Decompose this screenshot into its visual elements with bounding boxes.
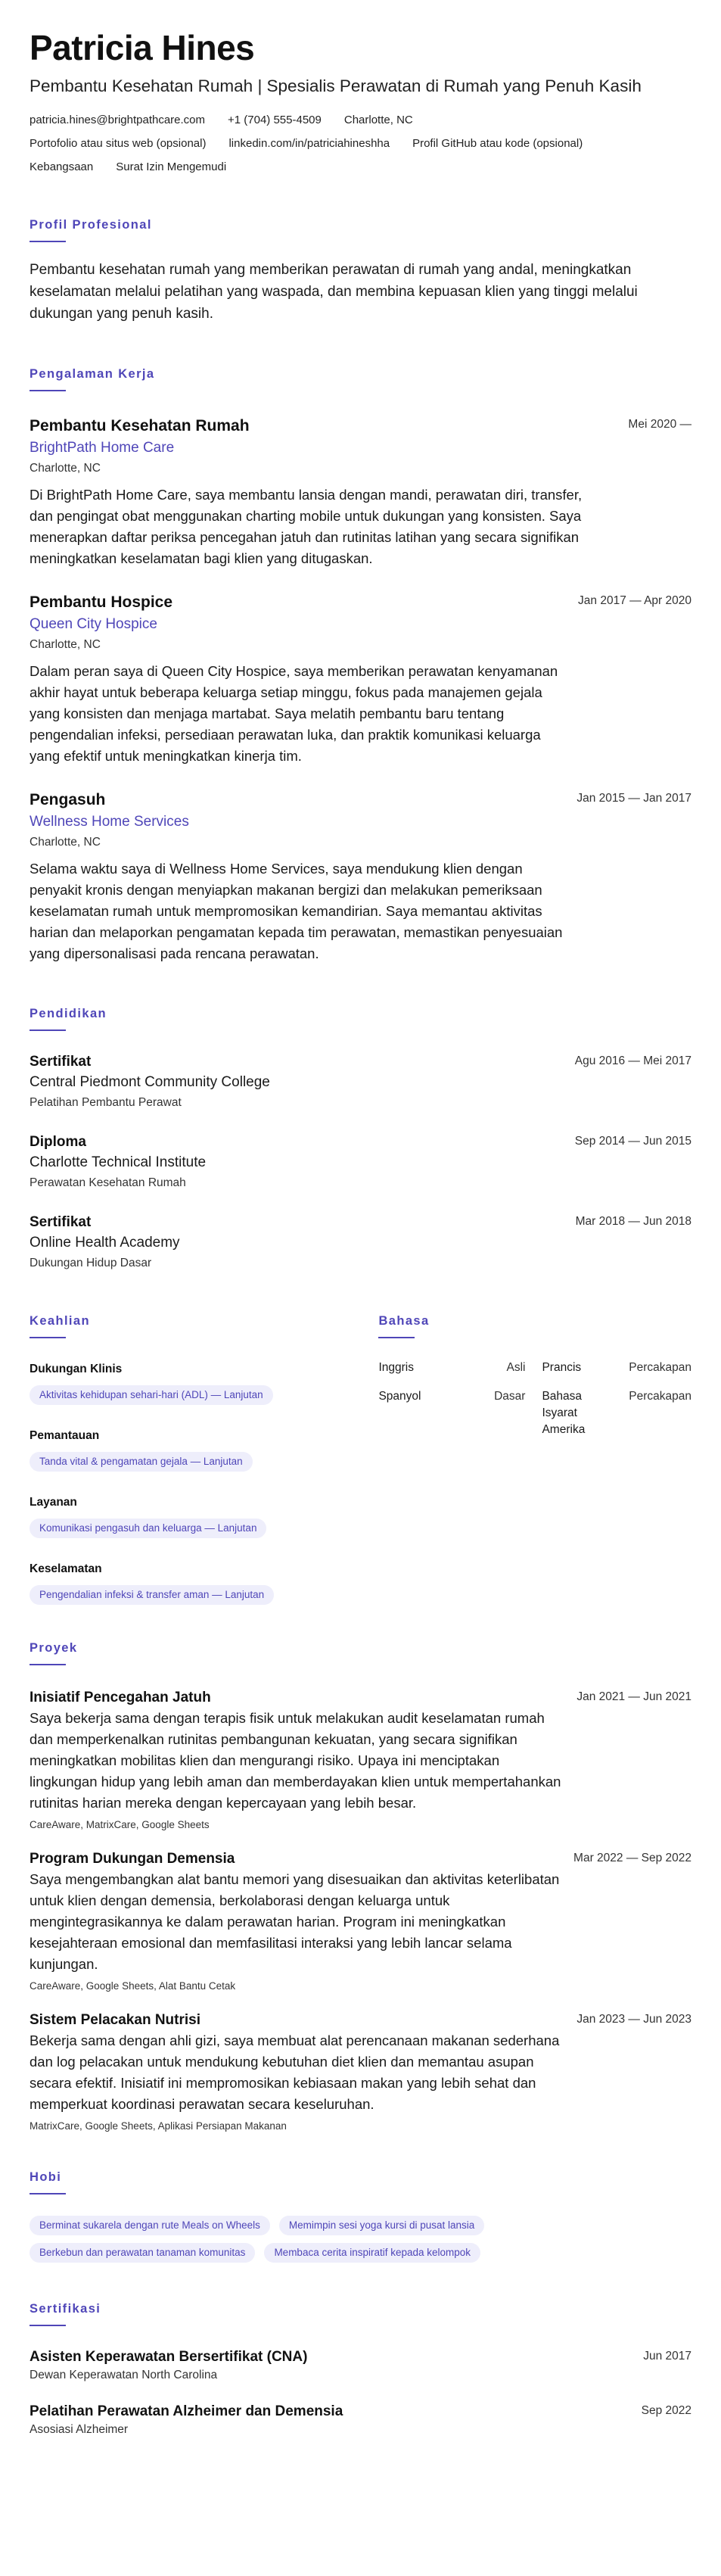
section-title: Keahlian xyxy=(30,1314,90,1328)
project-entry xyxy=(30,2011,691,2134)
section-divider xyxy=(30,390,66,391)
portfolio-link[interactable]: Portofolio atau situs web (opsional) xyxy=(30,137,207,150)
education-entry xyxy=(30,1132,691,1191)
language-level: Percakapan xyxy=(629,1361,691,1374)
certification-date: Sep 2022 xyxy=(641,2404,691,2417)
skill-tag: Komunikasi pengasuh dan keluarga — Lanjutan xyxy=(30,1519,266,1538)
experience-dates: Jan 2017 — Apr 2020 xyxy=(578,594,691,607)
skill-group-name: Dukungan Klinis xyxy=(30,1363,123,1375)
section-title: Profil Profesional xyxy=(30,218,152,232)
education-field: Perawatan Kesehatan Rumah xyxy=(30,1176,186,1189)
project-name: Sistem Pelacakan Nutrisi xyxy=(30,2012,200,2028)
project-dates: Mar 2022 — Sep 2022 xyxy=(573,1852,691,1864)
candidate-name: Patricia Hines xyxy=(30,28,255,67)
nationality-text: Kebangsaan xyxy=(30,160,94,173)
skills-section xyxy=(30,1313,378,1605)
project-tools: CareAware, Google Sheets, Alat Bantu Cetak xyxy=(30,1980,236,1992)
skills-languages-row xyxy=(30,1313,691,1605)
hobby-tag: Berkebun dan perawatan tanaman komunitas xyxy=(30,2243,255,2263)
project-description: Bekerja sama dengan ahli gizi, saya membuat alat perencanaan makanan sederhana dan log pelacakan untuk mendukung kebutuhan diet klien dan memantau asupan secara efektif. Inisiatif ini mempromosikan kebiasaan makan yang lebih sehat dan memperkuat koordinasi perawatan secara keseluruhan. xyxy=(30,2032,560,2112)
profile-section xyxy=(30,216,691,325)
skill-group xyxy=(30,1561,378,1605)
experience-section xyxy=(30,366,691,964)
project-tools: MatrixCare, Google Sheets, Aplikasi Persiapan Makanan xyxy=(30,2120,287,2132)
section-title: Proyek xyxy=(30,1641,78,1655)
language-level: Dasar xyxy=(494,1390,526,1403)
education-institution: Central Piedmont Community College xyxy=(30,1074,270,1090)
phone-text[interactable]: +1 (704) 555-4509 xyxy=(228,114,322,126)
section-divider xyxy=(30,2325,66,2326)
language-name: Bahasa Isyarat Amerika xyxy=(542,1390,586,1436)
education-entry xyxy=(30,1213,691,1272)
certification-entry xyxy=(30,2347,691,2384)
section-title: Bahasa xyxy=(378,1314,430,1328)
candidate-headline: Pembantu Kesehatan Rumah | Spesialis Perawatan di Rumah yang Penuh Kasih xyxy=(30,76,642,95)
experience-entry xyxy=(30,592,691,767)
experience-role: Pembantu Hospice xyxy=(30,593,173,611)
certification-date: Jun 2017 xyxy=(643,2350,691,2363)
education-dates: Mar 2018 — Jun 2018 xyxy=(575,1215,691,1228)
section-title: Pengalaman Kerja xyxy=(30,367,155,381)
resume-header xyxy=(30,27,691,176)
section-divider xyxy=(30,1664,66,1665)
section-title: Pendidikan xyxy=(30,1007,107,1020)
education-dates: Agu 2016 — Mei 2017 xyxy=(574,1054,691,1067)
section-divider xyxy=(30,1029,66,1031)
education-dates: Sep 2014 — Jun 2015 xyxy=(574,1135,691,1148)
projects-section xyxy=(30,1640,691,2134)
certification-name: Pelatihan Perawatan Alzheimer dan Demensia xyxy=(30,2403,343,2419)
education-field: Dukungan Hidup Dasar xyxy=(30,1257,152,1269)
education-degree: Sertifikat xyxy=(30,1054,92,1070)
education-field: Pelatihan Pembantu Perawat xyxy=(30,1096,182,1109)
certification-entry xyxy=(30,2402,691,2438)
education-institution: Online Health Academy xyxy=(30,1235,180,1251)
language-name: Inggris xyxy=(378,1361,414,1374)
skill-group-name: Layanan xyxy=(30,1496,77,1509)
project-dates: Jan 2023 — Jun 2023 xyxy=(576,2013,691,2026)
project-description: Saya mengembangkan alat bantu memori yang disesuaikan dan aktivitas keterlibatan untuk klien dengan demensia, berkolaborasi dengan keluarga untuk mengintegrasikannya ke dalam perawatan harian. Program ini meningkatkan kesejahteraan emosional dan memfasilitasi interaksi yang lebih lancar selama kunjungan. xyxy=(30,1871,560,1972)
certification-issuer: Dewan Keperawatan North Carolina xyxy=(30,2369,218,2381)
project-name: Program Dukungan Demensia xyxy=(30,1851,235,1867)
experience-role: Pengasuh xyxy=(30,791,106,808)
section-title: Sertifikasi xyxy=(30,2302,101,2316)
experience-location: Charlotte, NC xyxy=(30,836,101,849)
skill-group xyxy=(30,1361,378,1405)
languages-row xyxy=(378,1388,691,1450)
languages-table xyxy=(378,1360,691,1450)
hobby-tag: Berminat sukarela dengan rute Meals on Wheels xyxy=(30,2216,270,2235)
certification-name: Asisten Keperawatan Bersertifikat (CNA) xyxy=(30,2349,308,2365)
experience-description: Selama waktu saya di Wellness Home Services, saya mendukung klien dengan penyakit kronis dengan menyiapkan makanan bergizi dan melakukan pemeriksaan keselamatan rumah untuk mempromosikan kemandirian. Saya memantau aktivitas harian dan melaporkan pengamatan kepada tim perawatan, memastikan penyesuaian yang dipersonalisasi pada rencana perawatan. xyxy=(30,861,563,961)
experience-dates: Jan 2015 — Jan 2017 xyxy=(576,792,691,805)
section-divider xyxy=(378,1337,415,1338)
education-degree: Sertifikat xyxy=(30,1214,92,1230)
hobby-tag: Memimpin sesi yoga kursi di pusat lansia xyxy=(279,2216,484,2235)
skill-group-name: Pemantauan xyxy=(30,1429,100,1442)
language-name: Spanyol xyxy=(378,1390,421,1403)
contact-row-links xyxy=(30,135,691,152)
skill-tag: Aktivitas kehidupan sehari-hari (ADL) — Lanjutan xyxy=(30,1385,273,1405)
skill-tag: Tanda vital & pengamatan gejala — Lanjutan xyxy=(30,1452,253,1472)
skill-group xyxy=(30,1428,378,1472)
experience-description: Di BrightPath Home Care, saya membantu lansia dengan mandi, perawatan diri, transfer, dan pengingat obat menggunakan charting mobile untuk dukungan yang konsisten. Saya menerapkan daftar periksa pencegahan jatuh dan rutinitas latihan yang secara signifikan meningkatkan keselamatan bagi klien yang ditugaskan. xyxy=(30,487,583,566)
profile-summary: Pembantu kesehatan rumah yang memberikan perawatan di rumah yang andal, meningkatkan keselamatan melalui pelatihan yang waspada, dan membina kepuasan klien yang tinggi melalui dukungan yang penuh kasih. xyxy=(30,262,638,322)
hobby-tag: Membaca cerita inspiratif kepada kelompok xyxy=(264,2243,480,2263)
project-entry xyxy=(30,1688,691,1833)
linkedin-link[interactable]: linkedin.com/in/patriciahineshha xyxy=(228,137,390,150)
certifications-section xyxy=(30,2300,691,2438)
education-degree: Diploma xyxy=(30,1134,86,1150)
language-level: Asli xyxy=(506,1361,526,1374)
experience-company: Queen City Hospice xyxy=(30,616,157,632)
section-title: Hobi xyxy=(30,2170,62,2184)
email-text[interactable]: patricia.hines@brightpathcare.com xyxy=(30,114,206,126)
project-entry xyxy=(30,1849,691,1994)
education-section xyxy=(30,1005,691,1272)
certification-issuer: Asosiasi Alzheimer xyxy=(30,2423,129,2436)
github-link[interactable]: Profil GitHub atau kode (opsional) xyxy=(412,137,583,150)
experience-location: Charlotte, NC xyxy=(30,638,101,651)
experience-role: Pembantu Kesehatan Rumah xyxy=(30,417,250,435)
languages-section xyxy=(378,1313,691,1605)
license-text: Surat Izin Mengemudi xyxy=(116,160,227,173)
project-description: Saya bekerja sama dengan terapis fisik untuk melakukan audit keselamatan rumah dan memperkenalkan rutinitas pembangunan kekuatan, yang secara signifikan meningkatkan mobilitas klien dan mengurangi risiko. Upaya ini menciptakan lingkungan hidup yang lebih aman dan memberdayakan klien untuk mempertahankan rutinitas harian mereka dengan kepercayaan yang lebih besar. xyxy=(30,1710,561,1811)
experience-location: Charlotte, NC xyxy=(30,462,101,475)
experience-description: Dalam peran saya di Queen City Hospice, saya memberikan perawatan kenyamanan akhir hayat untuk beberapa keluarga setiap minggu, fokus pada manajemen gejala yang konsisten dan menjaga martabat. Saya melatih pembantu baru tentang pengendalian infeksi, persediaan perawatan luka, dan praktik komunikasi keluarga yang efektif untuk meningkatkan kinerja tim. xyxy=(30,663,558,764)
experience-company: Wellness Home Services xyxy=(30,814,189,830)
contact-row-primary xyxy=(30,112,691,129)
experience-company: BrightPath Home Care xyxy=(30,440,175,456)
experience-dates: Mei 2020 — xyxy=(628,418,691,431)
education-institution: Charlotte Technical Institute xyxy=(30,1154,207,1170)
skill-group-name: Keselamatan xyxy=(30,1562,102,1575)
languages-row xyxy=(378,1360,691,1388)
hobbies-section xyxy=(30,2169,691,2263)
section-divider xyxy=(30,1337,66,1338)
language-name: Prancis xyxy=(542,1361,582,1374)
experience-entry xyxy=(30,416,691,569)
section-divider xyxy=(30,241,66,242)
section-divider xyxy=(30,2193,66,2194)
project-dates: Jan 2021 — Jun 2021 xyxy=(576,1690,691,1703)
skill-tag: Pengendalian infeksi & transfer aman — Lanjutan xyxy=(30,1585,274,1605)
experience-entry xyxy=(30,790,691,964)
language-level: Percakapan xyxy=(629,1390,691,1403)
contact-row-extra xyxy=(30,159,691,176)
hobbies-list xyxy=(30,2208,691,2263)
project-tools: CareAware, MatrixCare, Google Sheets xyxy=(30,1819,210,1830)
project-name: Inisiatif Pencegahan Jatuh xyxy=(30,1690,211,1705)
education-entry xyxy=(30,1052,691,1111)
location-text: Charlotte, NC xyxy=(343,114,413,126)
skill-group xyxy=(30,1494,378,1538)
